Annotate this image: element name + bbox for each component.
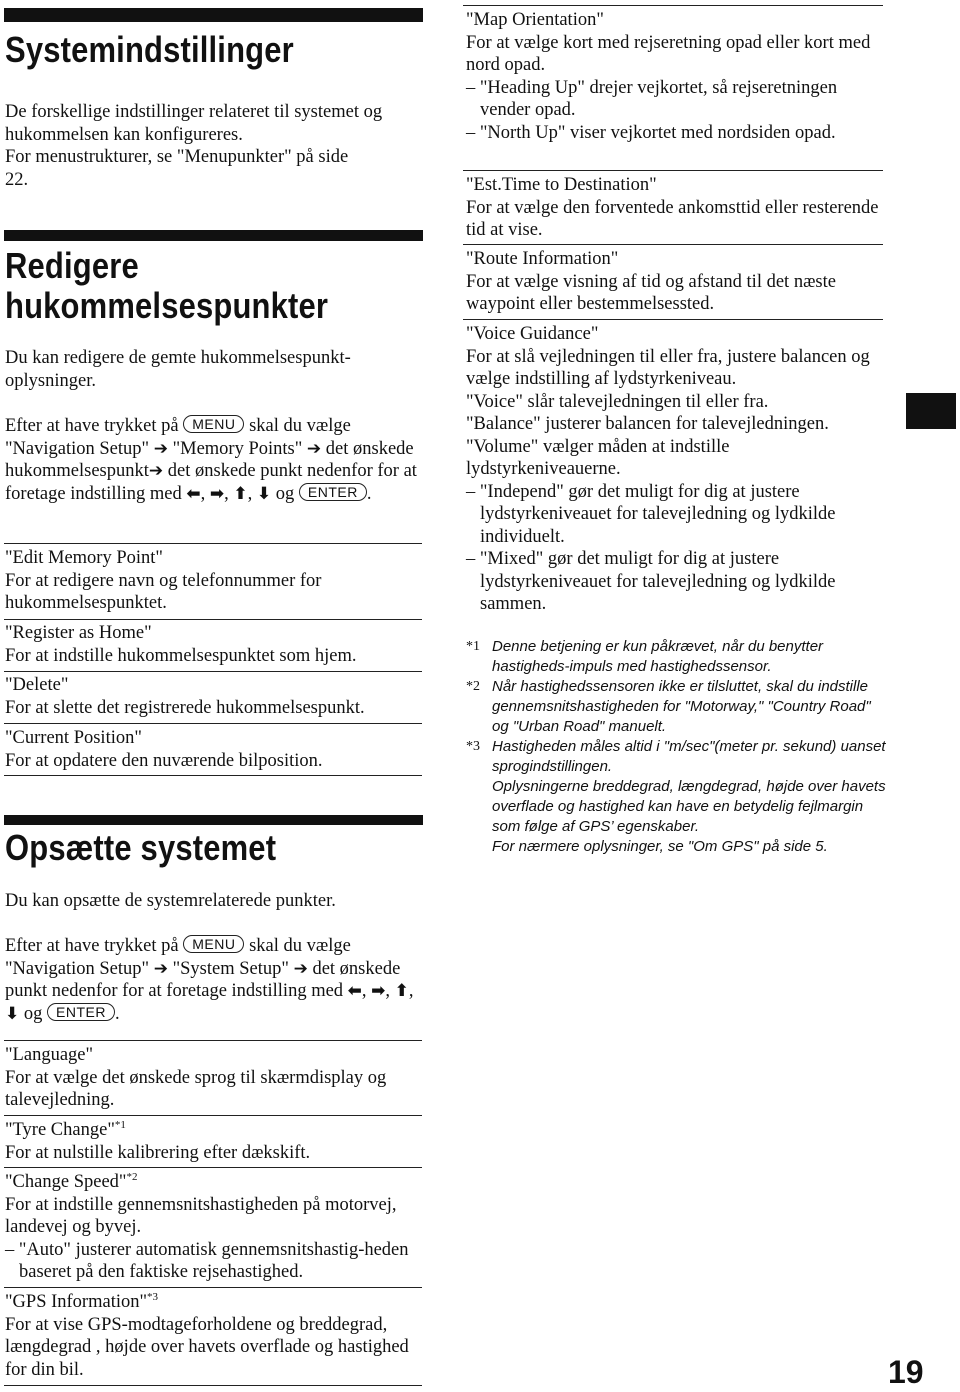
list-item: "Est.Time to Destination" For at vælge den forventede ankomsttid eller resterende tid at vise. [466, 175, 879, 240]
arrow-right-small-icon: ➔ [293, 958, 308, 979]
page-number: 19 [888, 1354, 924, 1390]
arrow-left-icon: ⬅ [186, 483, 201, 504]
arrow-right-icon: ➡ [209, 483, 225, 504]
arrow-right-small-icon: ➔ [148, 461, 164, 481]
memory-instructions: Efter at have trykket på MENU skal du vælge "Navigation Setup" ➔ "Memory Points" ➔ det ønskede hukommelsespunkt➔ det ønskede punkt nedenfor for at foretage indstilling med ⬅, ➡, ⬆, ⬇ og ENTER . [5, 416, 417, 504]
menu-key-icon: MENU [183, 415, 244, 433]
divider [463, 170, 883, 171]
arrow-down-icon: ⬇ [256, 483, 272, 504]
list-item: "Change Speed"$^{*2}$ For at indstille gennemsnitshastigheden på motorvej, landevej og byvej. – "Auto" justerer automatisk gennemsnitshastig-heden baseret på den faktiske rejsehastighed. [5, 1171, 409, 1282]
divider [463, 319, 883, 320]
section-bar [4, 230, 423, 241]
list-item: "Tyre Change"$^{*1}$ For at nulstille kalibrering efter dækskift. [5, 1119, 311, 1163]
divider [4, 1115, 422, 1116]
footnote: *3 Hastigheden måles altid i "m/sec"(meter pr. sekund) uanset sprogindstillingen. [466, 738, 886, 775]
footnotes [466, 637, 886, 857]
list-item: "Voice Guidance" For at slå vejledningen til eller fra, justere balancen og vælge indstilling af lydstyrkeniveau. "Voice" slår talevejledningen til eller fra. "Balance" justerer balancen for talevejledningen. "Volume" vælger måden at indstille lydstyrkeniveauerne. – "Independ" gør det muligt for dig at justere lydstyrkeniveauet for talevejledning og lydkilde individuelt. – "Mixed" gør det muligt for dig at justere lydstyrkeniveauet for talevejledning og lydkilde sammen. [466, 324, 870, 614]
arrow-right-icon: ➡ [371, 981, 386, 1001]
divider [4, 619, 422, 620]
section-title-memory: Redigere hukommelsespunkter [5, 245, 329, 326]
arrow-down-icon: ⬇ [5, 1003, 20, 1024]
intro-reference: For menustrukturer, se "Menupunkter" på side 22. [5, 147, 349, 190]
system-intro: Du kan opsætte de systemrelaterede punkter. [5, 891, 336, 911]
enter-key-icon: ENTER [299, 483, 367, 501]
divider [4, 543, 422, 544]
arrow-right-small-icon: ➔ [153, 438, 168, 459]
menu-key-icon: MENU [183, 935, 244, 953]
divider [4, 671, 422, 672]
divider [4, 1287, 422, 1288]
list-item: "Edit Memory Point" For at redigere navn og telefonnummer for hukommelsespunktet. [5, 548, 322, 613]
page-title: Systemindstillinger [5, 29, 294, 70]
system-instructions: Efter at have trykket på MENU skal du vælge "Navigation Setup" ➔ "System Setup" ➔ det ønskede punkt nedenfor for at foretage indstilling med ⬅, ➡, ⬆, ⬇ og ENTER . [5, 936, 414, 1024]
list-item: "Current Position" For at opdatere den nuværende bilposition. [5, 728, 323, 771]
arrow-up-icon: ⬆ [233, 483, 248, 504]
divider [463, 244, 883, 245]
enter-key-icon: ENTER [47, 1003, 115, 1021]
list-item: "Language" For at vælge det ønskede sprog til skærmdisplay og talevejledning. [5, 1045, 387, 1110]
divider [4, 1040, 422, 1041]
section-bar [4, 8, 423, 22]
chapter-tab-marker [906, 393, 956, 429]
list-item: "Register as Home" For at indstille hukommelsespunktet som hjem. [5, 623, 357, 666]
footnote: *2 Når hastighedssensoren ikke er tilsluttet, skal du indstille gennemsnitshastigheden for "Motorway," "Country Road" og "Urban Road" manuelt. [466, 678, 871, 735]
divider [463, 5, 883, 6]
divider [4, 775, 422, 776]
divider [4, 723, 422, 724]
list-item: "Map Orientation" For at vælge kort med rejseretning opad eller kort med nord opad. – "Heading Up" drejer vejkortet, så rejseretningen vender opad. – "North Up" viser vejkortet med nordsiden opad. [466, 10, 871, 143]
footnote: For nærmere oplysninger, se "Om GPS" på side 5. [492, 838, 828, 855]
section-bar [4, 815, 423, 825]
section-title-system: Opsætte systemet [5, 827, 277, 868]
arrow-right-small-icon: ➔ [306, 438, 322, 459]
list-item: "Delete" For at slette det registrerede hukommelsespunkt. [5, 675, 365, 718]
footnote: Oplysningerne breddegrad, længdegrad, højde over havets overflade og hastighed kan have en betydelig fejlmargin som følge af GPS’ egenskaber. [492, 778, 886, 835]
divider [4, 1167, 422, 1168]
list-item: "GPS Information"$^{*3}$ For at vise GPS-modtageforholdene og breddegrad, længdegrad , højde over havets overflade og hastighed for din bil. [5, 1291, 409, 1380]
arrow-left-icon: ⬅ [347, 981, 362, 1001]
footnote: *1 Denne betjening er kun påkrævet, når du benytter hastigheds-impuls med hastighedssensor. [466, 638, 824, 675]
memory-intro: Du kan redigere de gemte hukommelsespunkt-oplysninger. [5, 348, 351, 391]
intro-text: De forskellige indstillinger relateret til systemet og hukommelsen kan konfigureres. [5, 102, 383, 145]
divider [4, 1385, 422, 1386]
arrow-up-icon: ⬆ [394, 981, 409, 1001]
list-item: "Route Information" For at vælge visning af tid og afstand til det næste waypoint eller bestemmelsessted. [466, 249, 836, 314]
arrow-right-small-icon: ➔ [153, 958, 168, 979]
